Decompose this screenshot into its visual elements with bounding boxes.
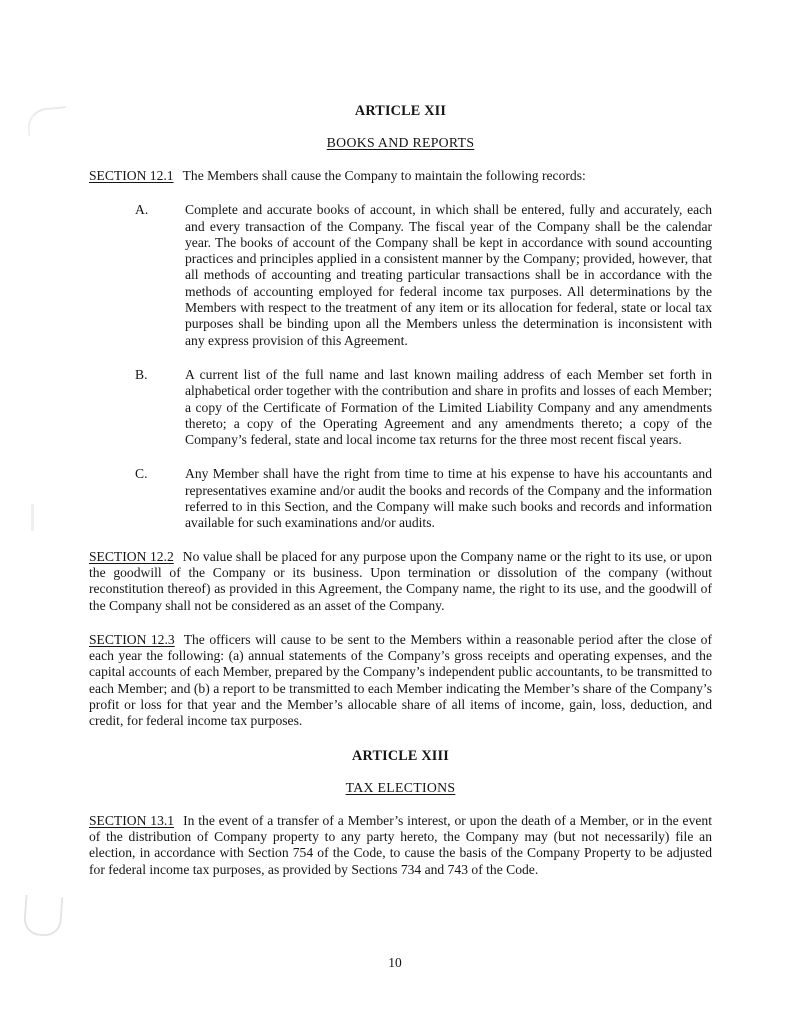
section-13-1 <box>89 813 712 878</box>
list-item-a <box>89 202 712 349</box>
article-xii-title: ARTICLE XII <box>354 103 447 119</box>
article-xiii-subtitle: TAX ELECTIONS <box>345 779 456 795</box>
section-12-2-label: SECTION 12.2 <box>89 548 174 564</box>
article-xiii-title: ARTICLE XIII <box>352 747 449 764</box>
list-item-b-text: A current list of the full name and last known mailing address of each Member set forth in alphabetical order together with the contribution and share in profits and losses of each Member; a copy of the Certificate of Formation of the Limited Liability Company and any amendments thereto; a copy of the Operating Agreement and any amendments thereto; a copy of the Company’s federal, state and local income tax returns for the three most recent fiscal years. <box>185 366 712 448</box>
list-item-a-label: A. <box>135 202 149 218</box>
scan-artifact-top-left <box>26 106 68 136</box>
section-13-1-text: In the event of a transfer of a Member’s interest, or upon the death of a Member, or in the event of the distribution of Company property to any party hereto, the Company may (but not necessarily) file an election, in accordance with Section 754 of the Code, to cause the basis of the Company Property to be adjusted for federal income tax purposes, as provided by Sections 734 and 743 of the Code. <box>89 812 712 877</box>
section-13-1-label: SECTION 13.1 <box>89 812 175 828</box>
list-item-a-text: Complete and accurate books of account, in which shall be entered, fully and accurately, each and every transaction of the Company. The fiscal year of the Company shall be the calendar year. The books of account of the Company shall be kept in accordance with sound accounting practices and principles applied in a consistent manner by the Company; provided, however, that all methods of accounting and treating particular transactions shall be in accordance with the methods of accounting employed for federal income tax purposes. All determinations by the Members with respect to the treatment of any item or its allocation for federal, state or local tax purposes shall be binding upon all the Members unless the determination is inconsistent with any express provision of this Agreement. <box>185 202 712 348</box>
section-12-3-text: The officers will cause to be sent to the Members within a reasonable period after the close of each year the following: (a) annual statements of the Company’s gross receipts and operating expenses, and the capital accounts of each Member, prepared by the Company’s independent public accountants, to be transmitted to each Member; and (b) a report to be transmitted to each Member indicating the Member’s share of the Company’s profit or loss for that year and the Member’s allocable share of all items of income, gain, loss, deduction, and credit, for federal income tax purposes. <box>89 631 712 729</box>
list-item-c-label: C. <box>135 466 148 482</box>
section-12-1 <box>89 168 712 184</box>
section-12-1-text: The Members shall cause the Company to maintain the following records: <box>182 168 586 183</box>
section-12-2 <box>89 549 712 614</box>
article-xii-subtitle: BOOKS AND REPORTS <box>326 135 475 150</box>
list-item-c <box>89 466 712 531</box>
list-item-b-label: B. <box>135 366 148 382</box>
list-item-c-text: Any Member shall have the right from time to time at his expense to have his accountants and representatives examine and/or audit the books and records of the Company and the information referred to in this Section, and the Company will make such books and records and information available for such examinations and/or audits. <box>185 466 712 531</box>
document-body <box>89 103 712 896</box>
section-12-2-text: No value shall be placed for any purpose upon the Company name or the right to its use, or upon the goodwill of the Company or its business. Upon termination or dissolution of the company (without reconstitution thereof) as provided in this Agreement, the Company name, the right to its use, and the goodwill of the Company shall not be considered as an asset of the Company. <box>89 548 712 613</box>
page-number: 10 <box>388 955 402 970</box>
section-12-3-label: SECTION 12.3 <box>89 631 175 647</box>
scan-artifact-mid-left <box>31 504 34 531</box>
list-item-b <box>89 367 712 448</box>
section-12-1-label: SECTION 12.1 <box>89 168 174 183</box>
section-12-3 <box>89 632 712 730</box>
section-12-1-items <box>89 202 712 531</box>
scan-artifact-bottom-left <box>23 895 64 938</box>
